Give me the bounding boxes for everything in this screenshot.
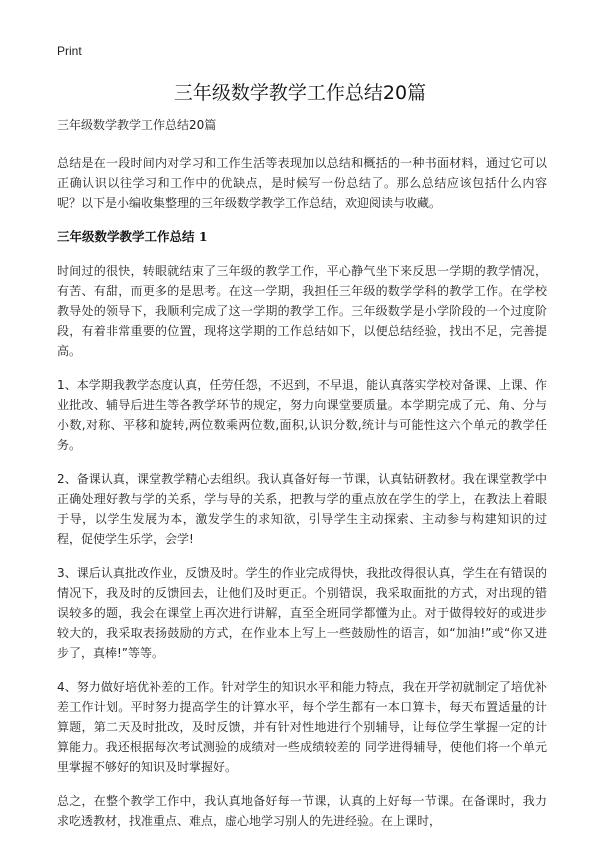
body-paragraph-3: 2、备课认真，课堂教学精心去组织。我认真备好每一节课，认真钻研教材。我在课堂教学中正确处理好教与学的关系，学与导的关系，把教与学的重点放在学生的学上，在教法上着眼于导，以学生发展为本，激发学生的求知欲，引导学生主动探索、主动参与构建知识的过程，促使学生乐学，会学!	[57, 472, 547, 546]
document-body	[57, 115, 547, 845]
document-subtitle: 三年级数学教学工作总结20篇	[57, 118, 217, 132]
body-paragraph-6: 总之，在整个教学工作中，我认真地备好每一节课，认真的上好每一节课。在备课时，我力求吃透教材，找准重点、难点，虚心地学习别人的先进经验。在上课时，	[57, 794, 547, 828]
section-heading: 三年级数学教学工作总结 1	[57, 229, 208, 244]
intro-paragraph: 总结是在一段时间内对学习和工作生活等表现加以总结和概括的一种书面材料，通过它可以正确认识以往学习和工作中的优缺点，是时候写一份总结了。那么总结应该包括什么内容呢？以下是小编收集整理的三年级数学教学工作总结，欢迎阅读与收藏。	[57, 156, 547, 210]
print-link[interactable]: Print	[57, 44, 82, 58]
body-paragraph-5: 4、努力做好培优补差的工作。针对学生的知识水平和能力特点，我在开学初就制定了培优补差工作计划。平时努力提高学生的计算水平，每个学生都有一本口算卡，每天布置适量的计算题，第二天及时批改，及时反馈，并有针对性地进行个别辅导，让每位学生掌握一定的计算能力。我还根据每次考试测验的成绩对一些成绩较差的 同学进得辅导，使他们将一个单元里掌握不够好的知识及时掌握好。	[57, 680, 547, 774]
document-title: 三年级数学教学工作总结20篇	[173, 82, 427, 104]
body-paragraph-1: 时间过的很快，转眼就结束了三年级的教学工作，平心静气坐下来反思一学期的教学情况，有苦、有甜，而更多的是思考。在这一学期，我担任三年级的数学学科的教学工作。在学校教导处的领导下，我顺利完成了这一学期的教学工作。三年级数学是小学阶段的一个过度阶段，有着非常重要的位置，现将这学期的工作总结如下，以便总结经验，找出不足，完善提高。	[57, 264, 547, 358]
body-paragraph-4: 3、课后认真批改作业，反馈及时。学生的作业完成得快，我批改得很认真，学生在有错误的情况下，我及时的反馈回去，让他们及时更正。个别错误，我采取面批的方式，对出现的错误较多的题，我会在课堂上再次进行讲解，直至全班同学都懂为止。对于做得较好的或进步较大的，我采取表扬鼓励的方式，在作业本上写上一些鼓励性的语言，如“加油!”或“你又进步了，真棒!”等等。	[57, 566, 547, 660]
body-paragraph-2: 1、本学期我教学态度认真，任劳任怨，不迟到，不早退，能认真落实学校对备课、上课、作业批改、辅导后进生等各教学环节的规定，努力向课堂要质量。本学期完成了元、角、分与小数,对称、平移和旋转,两位数乘两位数,面积,认识分数,统计与可能性这六个单元的教学任务。	[57, 378, 547, 452]
